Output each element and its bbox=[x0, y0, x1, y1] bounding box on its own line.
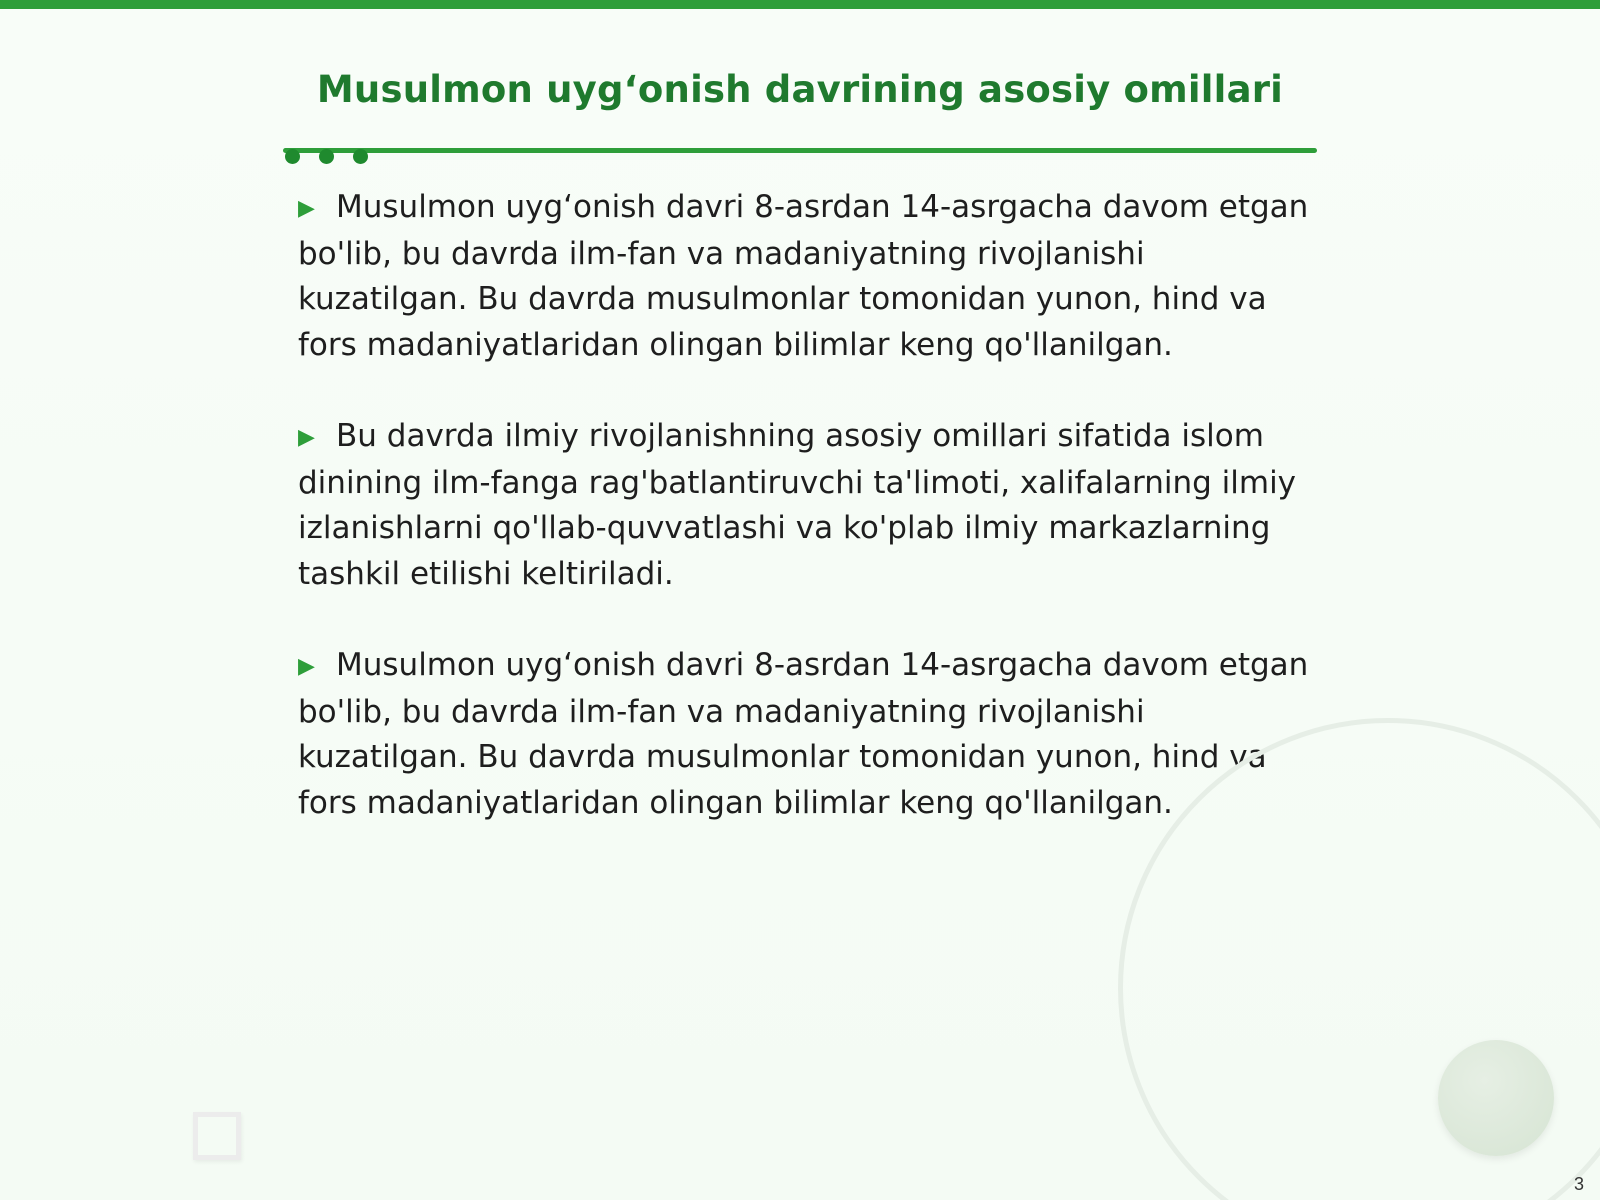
bullet-arrow-icon: ▶ bbox=[298, 196, 315, 221]
bullet-paragraph-1 bbox=[298, 185, 1318, 368]
divider-dot bbox=[353, 149, 368, 164]
slide-title: Musulmon uyg‘onish davrining asosiy omillari bbox=[316, 68, 1284, 111]
page-number: 3 bbox=[1573, 1174, 1584, 1194]
divider-dot bbox=[319, 149, 334, 164]
bullet-paragraph-2 bbox=[298, 414, 1318, 597]
bullet-list bbox=[298, 185, 1318, 872]
bullet-text: Bu davrda ilmiy rivojlanishning asosiy omillari sifatida islom dinining ilm-fanga rag'batlantiruvchi ta'limoti, xalifalarning ilmiy izlanishlarni qo'llab-quvvatlashi va ko'plab ilmiy markazlarning tashkil etilishi keltiriladi. bbox=[298, 418, 1297, 592]
bullet-text: Musulmon uyg‘onish davri 8-asrdan 14-asrgacha davom etgan bo'lib, bu davrda ilm-fan va madaniyatning rivojlanishi kuzatilgan. Bu davrda musulmonlar tomonidan yunon, hind va fors madaniyatlaridan olingan bilimlar keng qo'llanilgan. bbox=[298, 647, 1309, 821]
top-accent-bar bbox=[0, 0, 1600, 9]
title-divider bbox=[283, 148, 1317, 153]
bullet-arrow-icon: ▶ bbox=[298, 425, 315, 450]
bullet-arrow-icon: ▶ bbox=[298, 654, 315, 679]
bullet-text: Musulmon uyg‘onish davri 8-asrdan 14-asrgacha davom etgan bo'lib, bu davrda ilm-fan va madaniyatning rivojlanishi kuzatilgan. Bu davrda musulmonlar tomonidan yunon, hind va fors madaniyatlaridan olingan bilimlar keng qo'llanilgan. bbox=[298, 189, 1309, 363]
bullet-paragraph-3 bbox=[298, 643, 1318, 826]
divider-dot bbox=[285, 149, 300, 164]
decorative-square bbox=[193, 1112, 241, 1160]
decorative-circle bbox=[1438, 1040, 1554, 1156]
